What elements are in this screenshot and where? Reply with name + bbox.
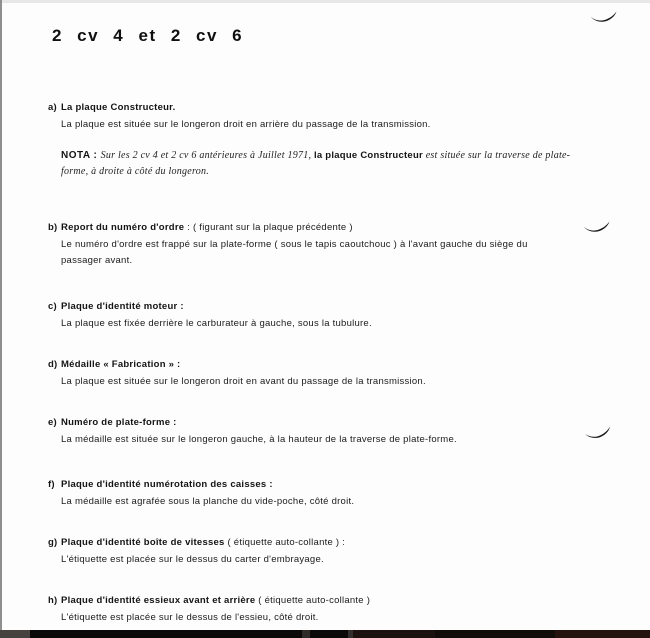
item-label: c) — [48, 301, 57, 312]
item-body: La médaille est située sur le longeron gauche, à la hauteur de la traverse de plate-forme. — [61, 433, 457, 445]
nota-paragraph: NOTA : Sur les 2 cv 4 et 2 cv 6 antérieures à Juillet 1971, la plaque Constructeur est située sur la traverse de plate-forme, à droite à côté du longeron. — [61, 150, 571, 177]
item-heading: Médaille « Fabrication » : — [61, 359, 181, 370]
item-label: b) — [48, 222, 58, 233]
list-item-f — [48, 477, 601, 510]
item-heading: Report du numéro d'ordre : ( figurant sur la plaque précédente ) — [61, 222, 353, 233]
item-body: La médaille est agrafée sous la planche du vide-poche, côté droit. — [61, 495, 355, 507]
item-heading: La plaque Constructeur. — [61, 102, 176, 113]
item-body: passager avant. — [61, 255, 133, 266]
item-heading: Plaque d'identité moteur : — [61, 301, 184, 312]
page-top-edge — [0, 0, 650, 3]
item-label: h) — [48, 595, 58, 606]
item-heading: Plaque d'identité boîte de vitesses ( étiquette auto-collante ) : — [61, 537, 346, 548]
item-body: L'étiquette est placée sur le dessus du carter d'embrayage. — [61, 553, 324, 565]
list-item-b — [48, 220, 601, 270]
item-body: La plaque est située sur le longeron droit en avant du passage de la transmission. — [61, 375, 426, 387]
item-heading: Plaque d'identité essieux avant et arrière ( étiquette auto-collante ) — [61, 595, 371, 606]
item-label: f) — [48, 479, 55, 490]
page-left-edge — [0, 0, 2, 632]
item-body: Le numéro d'ordre est frappé sur la plate-forme ( sous le tapis caoutchouc ) à l'avant gauche du siège du — [61, 238, 528, 250]
pen-stroke-icon — [590, 9, 618, 23]
item-body: La plaque est fixée derrière le carburateur à gauche, sous la tubulure. — [61, 317, 372, 329]
item-label: e) — [48, 417, 57, 428]
item-body: L'étiquette est placée sur le dessus de l'essieu, côté droit. — [61, 611, 319, 623]
list-item-c — [48, 299, 601, 332]
list-item-g — [48, 535, 601, 568]
item-label: g) — [48, 537, 58, 548]
item-heading: Plaque d'identité numérotation des caisses : — [61, 479, 273, 490]
item-label: a) — [48, 102, 57, 113]
item-heading: Numéro de plate-forme : — [61, 417, 177, 428]
list-item-a — [48, 100, 601, 180]
pen-stroke-icon — [584, 425, 612, 439]
pen-stroke-icon — [583, 219, 611, 233]
list-item-e — [48, 415, 601, 448]
item-body: La plaque est située sur le longeron droit en arrière du passage de la transmission. — [61, 118, 431, 130]
scan-edge-strip — [0, 630, 650, 638]
list-item-h — [48, 593, 601, 626]
item-label: d) — [48, 359, 58, 370]
list-item-d — [48, 357, 601, 390]
page-title: 2 cv 4 et 2 cv 6 — [52, 26, 244, 45]
